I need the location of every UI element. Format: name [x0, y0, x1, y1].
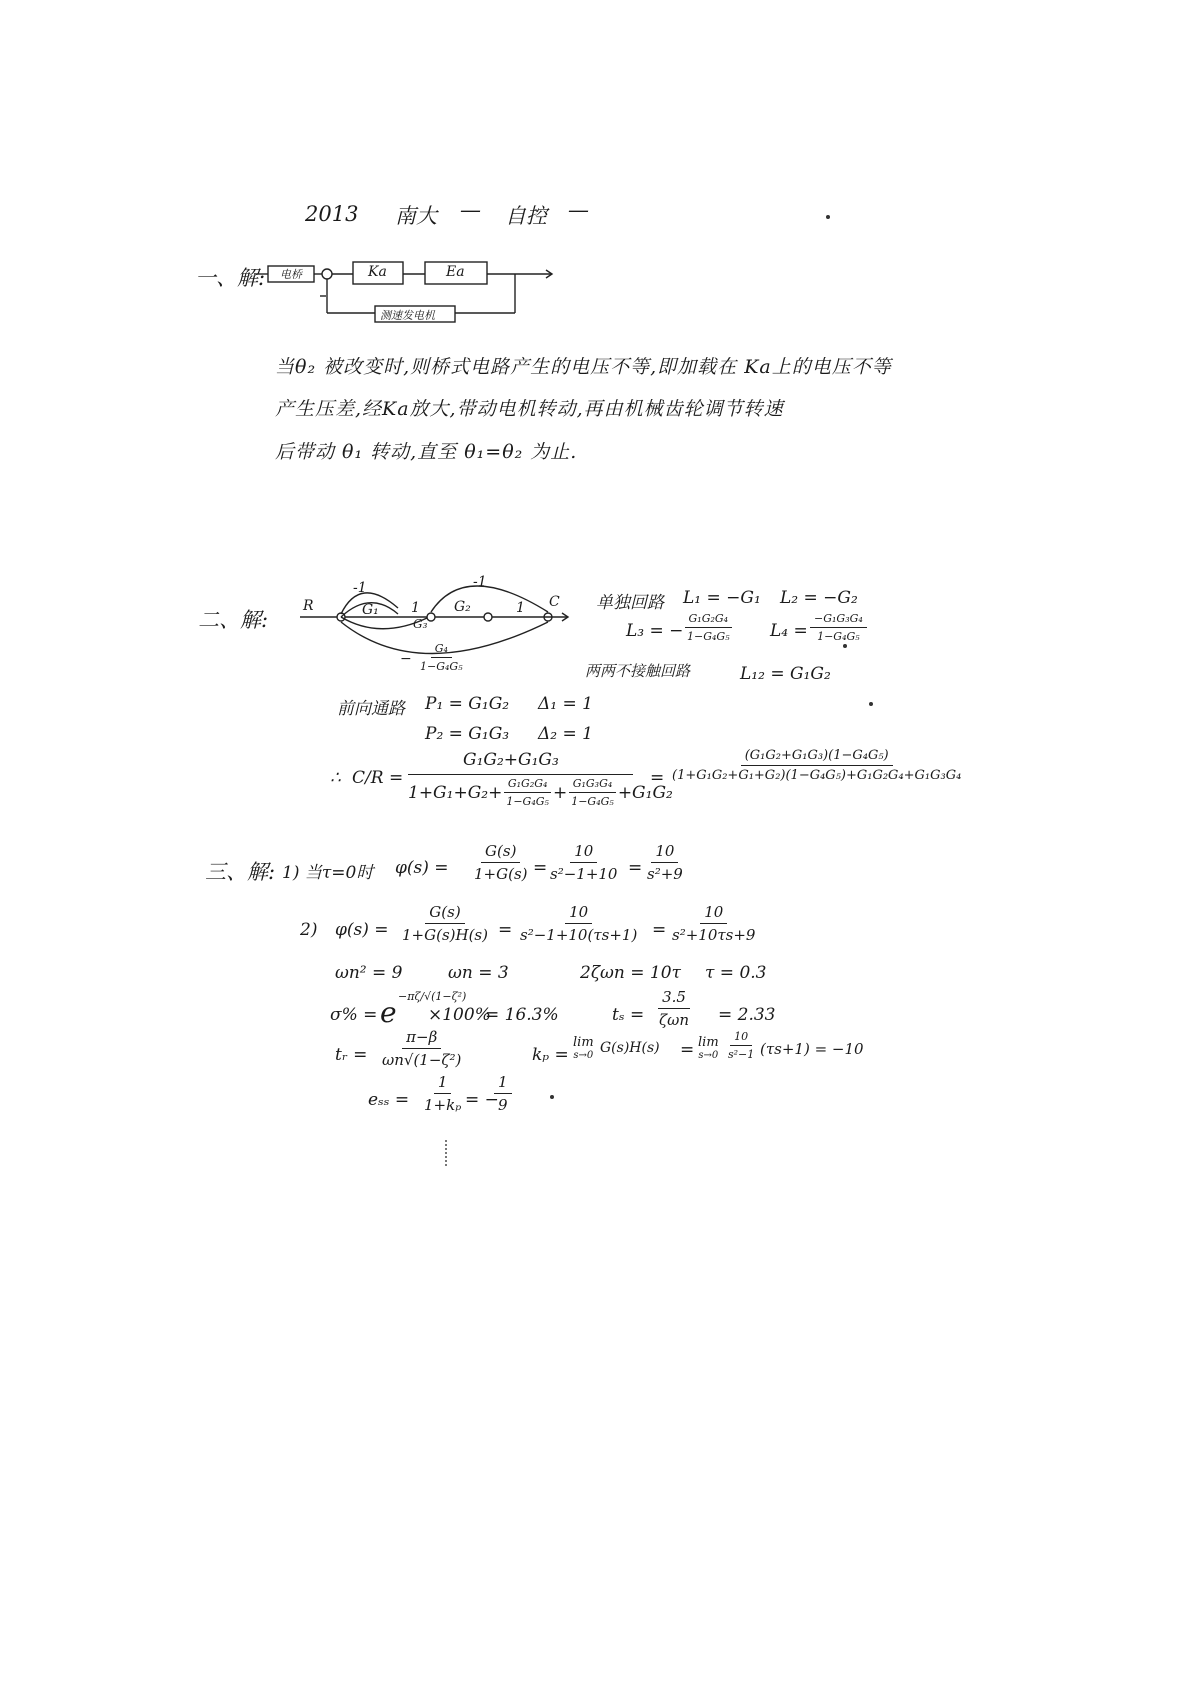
header-dash: —: [460, 198, 481, 222]
q3-label: 三、解:: [205, 860, 276, 884]
kp-frac: $\frac{10}{\text{s²−1}}$: [728, 1030, 755, 1061]
block-ea-label: Ea: [446, 264, 465, 280]
kp-value: (τs+1) = −10: [760, 1040, 864, 1058]
sfg-r: R: [303, 598, 314, 614]
path-p2: P₂ = G₁G₃: [425, 724, 510, 744]
tau-value: τ = 0.3: [705, 963, 767, 983]
path-p1: P₁ = G₁G₂: [425, 694, 510, 714]
kp-limit-2: lim s→0: [698, 1035, 719, 1061]
phi2-frac2: $\frac{10}{\text{s²−1+10(τs+1)}}$: [520, 903, 638, 944]
sfg-g1: G₁: [362, 602, 379, 618]
block-ka-label: Ka: [368, 264, 387, 280]
phi2-frac: $\frac{G(s)}{1+G(s)H(s)}$: [402, 903, 488, 944]
loop-l3-frac: $\frac{\text{G₁G₂G₄}}{\text{1−G₄G₅}}$: [683, 612, 734, 643]
sfg-one: 1: [516, 600, 525, 616]
equals: =: [628, 858, 643, 878]
kp-limit: lim s→0: [573, 1035, 594, 1061]
overshoot-exponent: −πζ/√(1−ζ²): [398, 990, 467, 1003]
header-year: 2013: [305, 202, 359, 226]
sfg-g3: G₃: [413, 617, 428, 631]
phi1-frac2: $\frac{10}{\text{s²−1+10}}$: [550, 842, 618, 883]
ess-frac: $\frac{1}{\text{1+kₚ}}$: [424, 1073, 462, 1114]
phi-s-1: φ(s) =: [395, 858, 449, 878]
phi-s-2: φ(s) =: [335, 920, 389, 940]
loop-l2: L₂ = −G₂: [780, 588, 858, 608]
cr-label: C/R =: [352, 768, 404, 788]
header-dash: —: [568, 198, 589, 222]
delta-1: Δ₁ = 1: [538, 694, 593, 714]
ess-result-frac: $\frac{1}{9}$: [494, 1073, 512, 1114]
settling-time-frac: 3.5 ζωn: [659, 988, 690, 1029]
loops-title: 单独回路: [596, 593, 664, 613]
header-subject: 自控: [505, 204, 547, 228]
sfg-one: 1: [411, 600, 420, 616]
nontouching-title: 两两不接触回路: [585, 662, 691, 680]
equals: =: [533, 858, 548, 878]
q1-text-line: 产生压差,经Ka放大,带动电机转动,再由机械齿轮调节转速: [275, 398, 784, 420]
settling-time-label: tₛ =: [612, 1005, 645, 1025]
sfg-minus1: -1: [473, 574, 487, 590]
loop-l4-label: L₄ =: [770, 621, 808, 641]
equals: =: [680, 1040, 695, 1060]
phi2-frac3: $\frac{10}{\text{s²+10τs+9}}$: [672, 903, 756, 944]
sfg-minus1: -1: [353, 580, 367, 596]
loop-l12: L₁₂ = G₁G₂: [740, 664, 831, 684]
q1-text-line: 后带动 θ₁ 转动,直至 θ₁=θ₂ 为止.: [275, 441, 578, 463]
header-school: 南大: [395, 204, 437, 228]
rise-time-frac: $\frac{\pi-\beta}{\text{ωn√(1−ζ²)}}$: [382, 1028, 462, 1069]
sfg-g2: G₂: [454, 599, 471, 615]
kp-label: kₚ =: [532, 1045, 569, 1065]
continuation-dots: [445, 1140, 449, 1166]
transfer-function-2: $\frac{\text{(G₁G₂+G₁G₃)(1−G₄G₅)}}{\text{(1+G₁G₂+G₁+G₂)(1−G₄G₅)+G₁G₂G₄+G₁G₃G₄}}$: [672, 748, 962, 783]
zeta-equation: 2ζωn = 10τ: [580, 963, 681, 983]
delta-2: Δ₂ = 1: [538, 724, 593, 744]
sfg-c: C: [549, 594, 560, 610]
loop-l4-frac: $\frac{\text{−G₁G₃G₄}}{\text{1−G₄G₅}}$: [810, 612, 867, 643]
q1-label: 一、解:: [195, 266, 266, 290]
equals: =: [498, 920, 513, 940]
transfer-function-1: G₁G₂+G₁G₃ 1+G₁+G₂+ $\frac{\text{G₁G₂G₄}}{\text{1−G₄G₅}}$ + $\frac{\text{G₁G₃G₄}}{\text{1−G₄G₅}}$ +G₁G₂: [408, 750, 673, 808]
rise-time-label: tᵣ =: [335, 1045, 368, 1065]
settling-time-value: = 2.33: [718, 1005, 776, 1025]
wn-squared: ωn² = 9: [335, 963, 403, 983]
sfg-fb-gain: $\frac{\text{G₄}}{\text{1−G₄G₅}}$: [420, 642, 463, 673]
ess-label: eₛₛ =: [368, 1090, 410, 1110]
q1-text-line: 当θ₂ 被改变时,则桥式电路产生的电压不等,即加载在 Ka上的电压不等: [275, 356, 892, 378]
phi1-frac: $\frac{G(s)}{1+G(s)}$: [474, 842, 528, 883]
equals: =: [650, 768, 665, 788]
block-tacho-label: 测速发电机: [380, 309, 435, 322]
wn: ωn = 3: [448, 963, 509, 983]
ess-value: = −: [465, 1090, 499, 1110]
overshoot-percent: ×100%: [428, 1005, 491, 1025]
phi1-frac3: $\frac{10}{\text{s²+9}}$: [647, 842, 683, 883]
q3-part1-label: 1) 当τ=0时: [282, 863, 374, 883]
forward-title: 前向通路: [337, 699, 405, 719]
loop-l3-label: L₃ = −: [626, 621, 684, 641]
q3-part2-label: 2): [300, 920, 318, 940]
kp-gh: G(s)H(s): [600, 1040, 660, 1056]
summing-junction: [322, 269, 332, 279]
overshoot-value: = 16.3%: [485, 1005, 559, 1025]
overshoot-label: σ% =: [330, 1005, 378, 1025]
loop-l1: L₁ = −G₁: [683, 588, 761, 608]
block-bridge-label: 电桥: [280, 268, 302, 281]
therefore-symbol: ∴: [330, 768, 341, 788]
overshoot-e: e: [380, 996, 397, 1029]
q2-label: 二、解:: [198, 608, 269, 632]
sfg-fb-minus: −: [400, 651, 412, 667]
equals: =: [652, 920, 667, 940]
